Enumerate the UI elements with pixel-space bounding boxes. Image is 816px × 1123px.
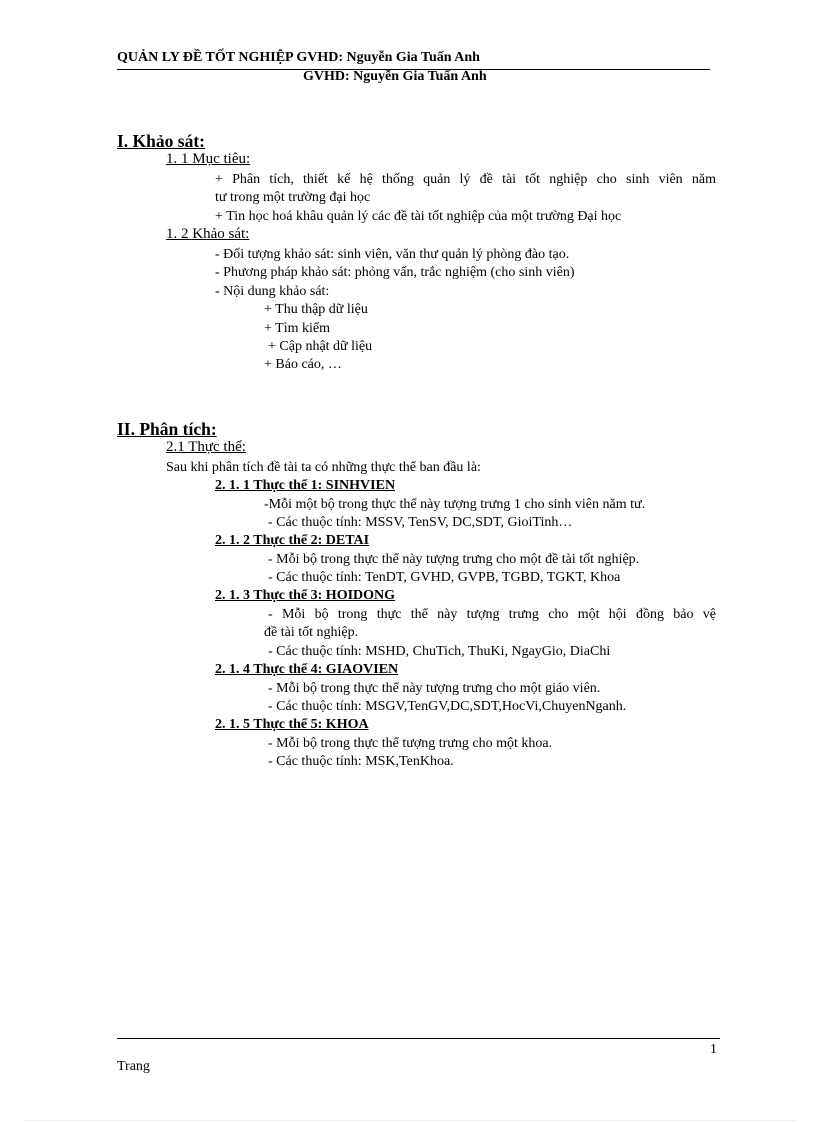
survey-item-report: + Báo cáo, … — [264, 357, 342, 372]
header-title: QUẢN LY ĐỀ TỐT NGHIỆP GVHD: Nguyễn Gia Tuấn Anh — [117, 50, 480, 65]
section-2-title: II. Phân tích: — [117, 419, 217, 439]
entity-1-title: 2. 1. 1 Thực thể 1: SINHVIEN — [215, 478, 396, 493]
page-boundary — [25, 1120, 795, 1121]
entity-3-description-line-2: đề tài tốt nghiệp. — [264, 625, 359, 640]
goal-paragraph-2: + Tin học hoá khâu quản lý các đề tài tốt nghiệp của một trường Đại học — [215, 209, 622, 224]
survey-subjects: - Đối tượng khảo sát: sinh viên, văn thư quản lý phòng đào tạo. — [215, 247, 570, 262]
goal-paragraph-1-line-2: tư trong một trường đại học — [215, 190, 371, 205]
entity-5-description: - Mỗi bộ trong thực thể tượng trưng cho một khoa. — [268, 736, 553, 751]
subsection-1-1-title: 1. 1 Mục tiêu: — [166, 151, 251, 167]
survey-item-search: + Tìm kiếm — [264, 321, 330, 336]
entities-intro: Sau khi phân tích đề tài ta có những thực thể ban đầu là: — [166, 460, 481, 475]
goal-paragraph-1-line-1: + Phân tích, thiết kế hệ thống quản lý đề tài tốt nghiệp cho sinh viên năm — [215, 172, 716, 187]
entity-3-attributes: - Các thuộc tính: MSHD, ChuTich, ThuKi, NgayGio, DiaChi — [268, 644, 611, 659]
entity-2-description: - Mỗi bộ trong thực thể này tượng trưng cho một đề tài tốt nghiệp. — [268, 552, 640, 567]
survey-method: - Phương pháp khảo sát: phỏng vấn, trắc nghiệm (cho sinh viên) — [215, 265, 575, 280]
subsection-2-1-title: 2.1 Thực thể: — [166, 439, 246, 455]
page-number: 1 — [710, 1042, 717, 1057]
survey-item-update: + Cập nhật dữ liệu — [268, 339, 373, 354]
footer-label: Trang — [117, 1059, 150, 1074]
entity-5-attributes: - Các thuộc tính: MSK,TenKhoa. — [268, 754, 454, 769]
entity-4-attributes: - Các thuộc tính: MSGV,TenGV,DC,SDT,HocVi,ChuyenNganh. — [268, 699, 627, 714]
survey-content-label: - Nội dung khảo sát: — [215, 284, 330, 299]
entity-4-description: - Mỗi bộ trong thực thể này tượng trưng cho một giáo viên. — [268, 681, 601, 696]
entity-3-description-line-1: - Mỗi bộ trong thực thể này tượng trưng cho một hội đồng bảo vệ — [268, 607, 716, 622]
entity-4-title: 2. 1. 4 Thực thể 4: GIAOVIEN — [215, 662, 399, 677]
header-subtitle: GVHD: Nguyễn Gia Tuấn Anh — [303, 69, 487, 84]
footer-rule — [117, 1038, 720, 1039]
subsection-1-2-title: 1. 2 Khảo sát: — [166, 226, 250, 242]
entity-5-title: 2. 1. 5 Thực thể 5: KHOA — [215, 717, 369, 732]
entity-2-attributes: - Các thuộc tính: TenDT, GVHD, GVPB, TGBD, TGKT, Khoa — [268, 570, 621, 585]
entity-1-description: -Mỗi một bộ trong thực thể này tượng trưng 1 cho sinh viên năm tư. — [264, 497, 646, 512]
survey-item-collect: + Thu thập dữ liệu — [264, 302, 368, 317]
section-1-title: I. Khảo sát: — [117, 131, 205, 151]
entity-3-title: 2. 1. 3 Thực thể 3: HOIDONG — [215, 588, 396, 603]
entity-1-attributes: - Các thuộc tính: MSSV, TenSV, DC,SDT, GioiTinh… — [268, 515, 573, 530]
entity-2-title: 2. 1. 2 Thực thể 2: DETAI — [215, 533, 370, 548]
